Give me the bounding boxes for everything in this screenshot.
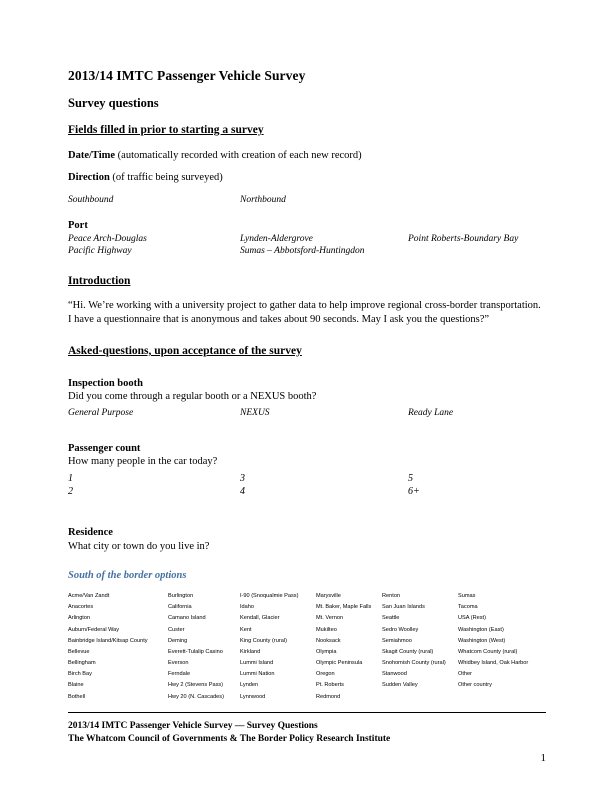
section-heading-introduction: Introduction bbox=[68, 275, 131, 287]
residence-option[interactable]: USA (Rest) bbox=[458, 615, 486, 622]
passenger-count-option-5[interactable]: 5 bbox=[408, 473, 413, 485]
residence-option[interactable]: California bbox=[168, 604, 192, 611]
port-options-row-1 bbox=[68, 233, 546, 245]
residence-option[interactable]: Other country bbox=[458, 682, 492, 689]
residence-option[interactable]: Anacortes bbox=[68, 604, 94, 611]
residence-option[interactable]: Marysville bbox=[316, 592, 341, 599]
residence-option[interactable]: San Juan Islands bbox=[382, 604, 425, 611]
residence-option[interactable]: Sudden Valley bbox=[382, 682, 418, 689]
residence-option[interactable]: Tacoma bbox=[458, 604, 478, 611]
residence-option[interactable]: Arlington bbox=[68, 615, 91, 622]
field-direction bbox=[68, 171, 546, 184]
passenger-count-option-3[interactable]: 3 bbox=[240, 473, 245, 485]
residence-option[interactable]: Kent bbox=[240, 626, 252, 633]
field-port bbox=[68, 219, 546, 232]
field-direction-note: (of traffic being surveyed) bbox=[109, 172, 223, 184]
direction-option-southbound[interactable]: Southbound bbox=[68, 194, 114, 205]
footer-line-1: 2013/14 IMTC Passenger Vehicle Survey — Survey Questions bbox=[68, 721, 318, 731]
residence-option[interactable]: Idaho bbox=[240, 604, 254, 611]
residence-options-column-3 bbox=[240, 591, 316, 703]
inspection-booth-option-nexus[interactable]: NEXUS bbox=[240, 407, 270, 418]
page-number: 1 bbox=[540, 751, 546, 764]
residence-option[interactable]: Washington (East) bbox=[458, 626, 504, 633]
residence-option[interactable]: Sedro Woolley bbox=[382, 626, 419, 633]
residence-option[interactable]: Semiahmoo bbox=[382, 637, 412, 644]
residence-options-column-1 bbox=[68, 591, 168, 703]
residence-option[interactable]: Pt. Roberts bbox=[316, 682, 344, 689]
residence-option[interactable]: Bainbridge Island/Kitsap County bbox=[68, 637, 148, 644]
port-option-pacific-highway[interactable]: Pacific Highway bbox=[68, 246, 132, 256]
residence-option[interactable]: Snohomish County (rural) bbox=[382, 660, 446, 667]
residence-options-column-5 bbox=[382, 591, 462, 692]
passenger-count-option-1[interactable]: 1 bbox=[68, 473, 73, 485]
residence-option[interactable]: King County (rural) bbox=[240, 637, 287, 644]
section-heading-pre-survey: Fields filled in prior to starting a survey bbox=[68, 123, 264, 136]
port-options-row-2 bbox=[68, 245, 546, 257]
residence-option[interactable]: Other bbox=[458, 671, 472, 678]
residence-option[interactable]: Mukilteo bbox=[316, 626, 337, 633]
residence-option[interactable]: Lummi Island bbox=[240, 660, 274, 667]
residence-option[interactable]: Mt. Baker, Maple Falls bbox=[316, 604, 372, 611]
field-datetime-label: Date/Time bbox=[68, 149, 116, 161]
residence-option[interactable]: Olympic Peninsula bbox=[316, 660, 363, 667]
passenger-count-question: How many people in the car today? bbox=[68, 456, 218, 468]
field-direction-label: Direction bbox=[68, 172, 110, 184]
port-option-lynden-aldergrove[interactable]: Lynden-Aldergrove bbox=[240, 234, 313, 244]
residence-options-grid bbox=[68, 591, 546, 703]
section-heading-asked-questions: Asked-questions, upon acceptance of the survey bbox=[68, 344, 302, 357]
field-port-label: Port bbox=[68, 219, 88, 231]
passenger-count-option-6plus[interactable]: 6+ bbox=[408, 486, 420, 498]
residence-option[interactable]: Bellevue bbox=[68, 648, 90, 655]
south-of-border-options-heading: South of the border options bbox=[68, 570, 187, 582]
residence-option[interactable]: Auburn/Federal Way bbox=[68, 626, 120, 633]
residence-label: Residence bbox=[68, 527, 113, 539]
residence-option[interactable]: Bellingham bbox=[68, 660, 96, 667]
residence-option[interactable]: Birch Bay bbox=[68, 671, 92, 678]
residence-options-column-2 bbox=[168, 591, 240, 703]
residence-option[interactable]: Stanwood bbox=[382, 671, 407, 678]
residence-option[interactable]: Everett-Tulalip Casino bbox=[168, 648, 223, 655]
page-footer bbox=[68, 712, 546, 764]
residence-option[interactable]: Ferndale bbox=[168, 671, 191, 678]
residence-option[interactable]: Seattle bbox=[382, 615, 400, 622]
residence-options-column-4 bbox=[316, 591, 386, 703]
footer-divider bbox=[68, 712, 546, 713]
residence-option[interactable]: Oregon bbox=[316, 671, 335, 678]
footer-line-2: The Whatcom Council of Governments & The Border Policy Research Institute bbox=[68, 733, 391, 744]
residence-option[interactable]: Hwy 2 (Stevens Pass) bbox=[168, 682, 224, 689]
direction-option-northbound[interactable]: Northbound bbox=[240, 194, 286, 205]
inspection-booth-label: Inspection booth bbox=[68, 377, 143, 389]
residence-option[interactable]: Custer bbox=[168, 626, 185, 633]
residence-option[interactable]: Bothell bbox=[68, 693, 86, 700]
residence-option[interactable]: Olympia bbox=[316, 648, 337, 655]
residence-option[interactable]: Renton bbox=[382, 592, 401, 599]
question-residence bbox=[68, 526, 546, 553]
passenger-count-options-row-1 bbox=[68, 472, 546, 485]
passenger-count-options-row-2 bbox=[68, 485, 546, 498]
question-inspection-booth bbox=[68, 377, 546, 419]
direction-options-row bbox=[68, 194, 546, 206]
residence-option[interactable]: Acme/Van Zandt bbox=[68, 592, 110, 599]
passenger-count-option-4[interactable]: 4 bbox=[240, 486, 245, 498]
passenger-count-label: Passenger count bbox=[68, 442, 141, 454]
residence-option[interactable]: Kirkland bbox=[240, 648, 261, 655]
inspection-booth-question: Did you come through a regular booth or a NEXUS booth? bbox=[68, 391, 317, 403]
residence-option[interactable]: I-90 (Snoqualmie Pass) bbox=[240, 592, 299, 599]
passenger-count-option-2[interactable]: 2 bbox=[68, 486, 73, 498]
residence-option[interactable]: Washington (West) bbox=[458, 637, 506, 644]
field-datetime bbox=[68, 149, 546, 162]
residence-question: What city or town do you live in? bbox=[68, 540, 210, 552]
residence-option[interactable]: Hwy 20 (N. Cascades) bbox=[168, 693, 224, 700]
question-passenger-count bbox=[68, 442, 546, 498]
inspection-booth-options-row bbox=[68, 407, 546, 419]
residence-option[interactable]: Whatcom County (rural) bbox=[458, 648, 518, 655]
introduction-script-text: “Hi. We’re working with a university project to gather data to help improve regional cross-border transportation. I have a questionnaire that is anonymous and takes about 90 seconds. May I ask you the questions?” bbox=[68, 299, 541, 325]
port-option-point-roberts-boundary-bay[interactable]: Point Roberts-Boundary Bay bbox=[408, 234, 519, 244]
page-subtitle: Survey questions bbox=[68, 95, 159, 110]
page-title: 2013/14 IMTC Passenger Vehicle Survey bbox=[68, 68, 306, 83]
residence-option[interactable]: Lummi Nation bbox=[240, 671, 275, 678]
residence-option[interactable]: Everson bbox=[168, 660, 189, 667]
port-option-peace-arch-douglas[interactable]: Peace Arch-Douglas bbox=[68, 234, 147, 244]
residence-option[interactable]: Deming bbox=[168, 637, 188, 644]
inspection-booth-option-general-purpose[interactable]: General Purpose bbox=[68, 407, 134, 418]
residence-option[interactable]: Skagit County (rural) bbox=[382, 648, 434, 655]
residence-option[interactable]: Whidbey Island, Oak Harbor bbox=[458, 660, 529, 667]
residence-option[interactable]: Mt. Vernon bbox=[316, 615, 344, 622]
port-option-sumas-abbotsford-huntingdon[interactable]: Sumas – Abbotsford-Huntingdon bbox=[240, 246, 365, 256]
residence-option[interactable]: Redmond bbox=[316, 693, 341, 700]
residence-option[interactable]: Lynnwood bbox=[240, 693, 266, 700]
residence-option[interactable]: Nooksack bbox=[316, 637, 341, 644]
residence-options-column-6 bbox=[458, 591, 553, 692]
document-content bbox=[68, 68, 546, 703]
residence-option[interactable]: Burlington bbox=[168, 592, 194, 599]
field-datetime-note: (automatically recorded with creation of each new record) bbox=[115, 149, 362, 161]
residence-option[interactable]: Sumas bbox=[458, 592, 476, 599]
residence-option[interactable]: Camano Island bbox=[168, 615, 206, 622]
residence-option[interactable]: Blaine bbox=[68, 682, 84, 689]
residence-option[interactable]: Kendall, Glacier bbox=[240, 615, 280, 622]
residence-option[interactable]: Lynden bbox=[240, 682, 259, 689]
inspection-booth-option-ready-lane[interactable]: Ready Lane bbox=[408, 407, 454, 418]
